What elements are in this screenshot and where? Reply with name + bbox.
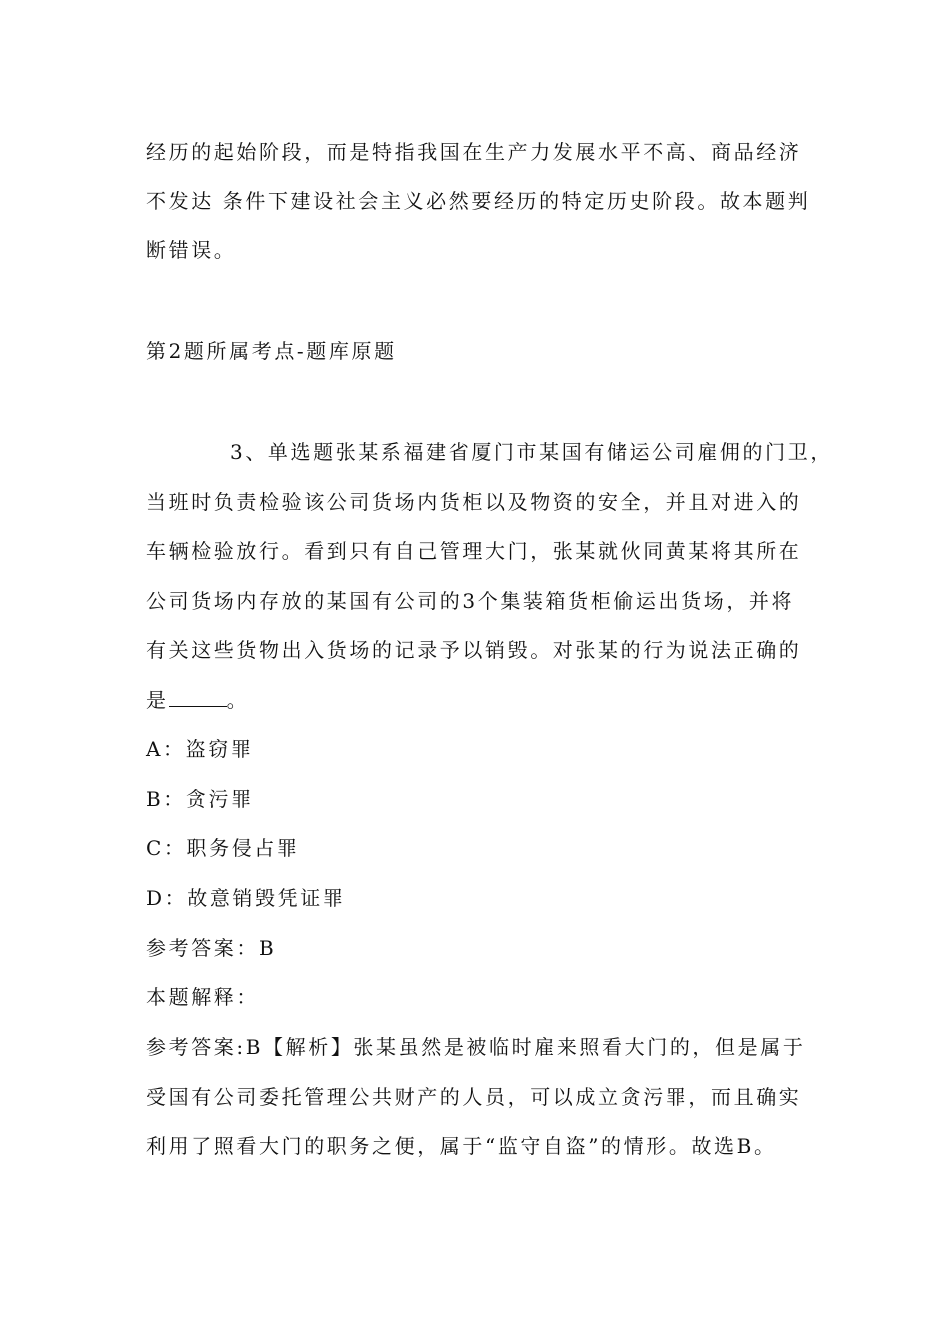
reference-answer: 参考答案：B bbox=[146, 936, 277, 960]
option-a: A：盗窃罪 bbox=[146, 737, 254, 761]
question-3-line-2: 当班时负责检验该公司货场内货柜以及物资的安全，并且对进入的 bbox=[146, 490, 802, 514]
explanation-line-1: 经历的起始阶段，而是特指我国在生产力发展水平不高、商品经济 bbox=[146, 140, 802, 164]
answer-explanation-line-2: 受国有公司委托管理公共财产的人员，可以成立贪污罪，而且确实 bbox=[146, 1085, 802, 1109]
question-3-line-5: 有关这些货物出入货场的记录予以销毁。对张某的行为说法正确的 bbox=[146, 638, 802, 662]
option-b: B：贪污罪 bbox=[146, 787, 254, 811]
explanation-line-2: 不发达 条件下建设社会主义必然要经历的特定历史阶段。故本题判 bbox=[146, 189, 811, 213]
question-3-line-1: 3、单选题张某系福建省厦门市某国有储运公司雇佣的门卫， bbox=[230, 440, 833, 464]
answer-blank bbox=[169, 688, 227, 707]
explanation-heading: 本题解释： bbox=[146, 985, 259, 1009]
question-3-line-4: 公司货场内存放的某国有公司的3个集装箱货柜偷运出货场，并将 bbox=[146, 589, 795, 613]
answer-explanation-line-3: 利用了照看大门的职务之便，属于“监守自盗”的情形。故选B。 bbox=[146, 1134, 777, 1158]
option-c: C：职务侵占罪 bbox=[146, 836, 300, 860]
option-d: D：故意销毁凭证罪 bbox=[146, 886, 346, 910]
question-topic: 第2题所属考点-题库原题 bbox=[146, 339, 397, 363]
question-3-line-6 bbox=[146, 688, 826, 712]
question-3-line-6-prefix: 是 bbox=[146, 688, 169, 712]
question-3-line-6-suffix: 。 bbox=[226, 688, 250, 712]
answer-explanation-line-1: 参考答案:B【解析】张某虽然是被临时雇来照看大门的，但是属于 bbox=[146, 1035, 806, 1059]
explanation-line-3: 断错误。 bbox=[146, 238, 237, 262]
question-3-line-3: 车辆检验放行。看到只有自己管理大门，张某就伙同黄某将其所在 bbox=[146, 539, 802, 563]
